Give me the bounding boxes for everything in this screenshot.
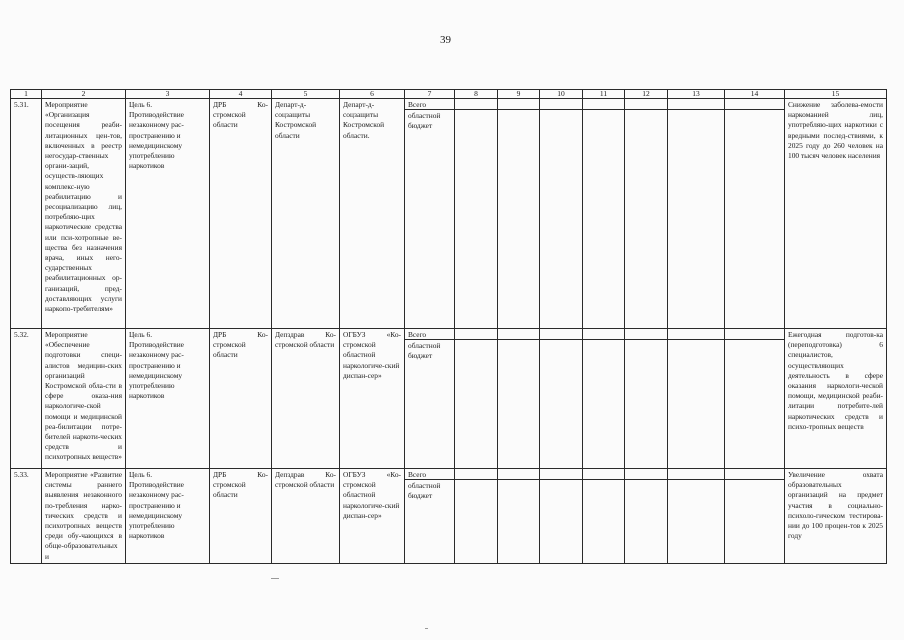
header-cell: 10 <box>540 90 583 99</box>
measure-executor: ДРБ Ко-стромской области <box>210 469 272 564</box>
measure-executor: ДРБ Ко-стромской области <box>210 329 272 469</box>
measure-responsible: Департ-д-соцзащиты Костромской области <box>272 99 340 329</box>
row-number: 5.31. <box>11 99 42 329</box>
header-cell: 12 <box>625 90 668 99</box>
table-row <box>11 329 887 469</box>
value-cell <box>498 469 540 564</box>
value-cell <box>455 469 498 564</box>
funding-source <box>405 99 455 329</box>
value-cell <box>725 329 785 469</box>
measures-table <box>10 89 887 564</box>
page-number: 39 <box>440 34 451 46</box>
funding-total: Всего <box>405 470 454 480</box>
value-cell <box>668 99 725 329</box>
measure-goal: Цель 6. Противодействие незаконному рас-пространению и немедицинскому употреблению наркотиков <box>126 99 210 329</box>
measure-coexecutor: ОГБУЗ «Ко-стромской областной наркологиче-ский диспан-сер» <box>340 329 405 469</box>
measure-result: Снижение заболева-емости наркоманией лиц, употребляю-щих наркотики с вредными послед-ствиями, к 2025 году до 260 человек на 100 тысяч человек населения <box>785 99 887 329</box>
value-cell <box>625 329 668 469</box>
header-cell: 3 <box>126 90 210 99</box>
scan-artifact <box>425 628 428 629</box>
funding-budget: областной бюджет <box>408 481 441 501</box>
funding-total: Всего <box>405 100 454 110</box>
value-cell <box>583 469 625 564</box>
value-cell <box>455 99 498 329</box>
header-row <box>11 90 887 99</box>
header-cell: 13 <box>668 90 725 99</box>
scan-artifact <box>271 578 279 579</box>
funding-budget: областной бюджет <box>408 341 441 361</box>
measure-coexecutor: Департ-д-соцзащиты Костромской области. <box>340 99 405 329</box>
header-cell: 8 <box>455 90 498 99</box>
row-number: 5.32. <box>11 329 42 469</box>
measure-responsible: Депздрав Ко-стромской области <box>272 329 340 469</box>
header-cell: 15 <box>785 90 887 99</box>
header-cell: 5 <box>272 90 340 99</box>
measure-name: Мероприятие «Обеспечение подготовки специ-алистов медицин-ских организаций Костромской обла-сти в сфере оказа-ния наркологиче-ской помощи и медицинской реа-билитации потре-бителей наркоти-ческих средств и психотропных веществ» <box>42 329 126 469</box>
header-cell: 11 <box>583 90 625 99</box>
value-cell <box>668 469 725 564</box>
value-cell <box>498 99 540 329</box>
measure-goal: Цель 6. Противодействие незаконному рас-пространению и немедицинскому употреблению наркотиков <box>126 329 210 469</box>
value-cell <box>540 329 583 469</box>
header-cell: 4 <box>210 90 272 99</box>
value-cell <box>455 329 498 469</box>
value-cell <box>625 469 668 564</box>
value-cell <box>498 329 540 469</box>
value-cell <box>583 329 625 469</box>
header-cell: 9 <box>498 90 540 99</box>
header-cell: 1 <box>11 90 42 99</box>
measure-executor: ДРБ Ко-стромской области <box>210 99 272 329</box>
funding-budget: областной бюджет <box>408 111 441 131</box>
measure-goal: Цель 6. Противодействие незаконному рас-пространению и немедицинскому употреблению наркотиков <box>126 469 210 564</box>
measure-name: Мероприятие «Организация посещения реаби-литационных цен-тов, включенных в реестр негосудар-ственных органи-заций, осуществ-ляющих комплекс-ную реабилитацию и ресоциализацию лиц, потребляю-щих наркотические средства или пси-хотропные ве-щества без назначения врача, иных него-сударственных реабилитационных ор-ганизаций, пред-доставляющих услуги наркопо-требителям» <box>42 99 126 329</box>
header-cell: 7 <box>405 90 455 99</box>
measure-coexecutor: ОГБУЗ «Ко-стромской областной наркологиче-ский диспан-сер» <box>340 469 405 564</box>
table-row <box>11 469 887 564</box>
value-cell <box>583 99 625 329</box>
value-cell <box>540 99 583 329</box>
funding-source <box>405 469 455 564</box>
row-number: 5.33. <box>11 469 42 564</box>
measure-result: Увеличение охвата образовательных организаций на предмет участия в социально-психоло-гическом тестирова-нии до 100 процен-тов к 2025 году <box>785 469 887 564</box>
header-cell: 6 <box>340 90 405 99</box>
measure-result: Ежегодная подготов-ка (переподготовка) 6 специалистов, осуществляющих деятельность в сфере оказания наркологи-ческой помощи, медицинской реаби-литации потребите-лей наркотических средств и психо-тропных веществ <box>785 329 887 469</box>
value-cell <box>540 469 583 564</box>
header-cell: 14 <box>725 90 785 99</box>
header-cell: 2 <box>42 90 126 99</box>
table-row <box>11 99 887 329</box>
value-cell <box>668 329 725 469</box>
measure-responsible: Депздрав Ко-стромской области <box>272 469 340 564</box>
value-cell <box>725 99 785 329</box>
measure-name: Мероприятие «Развитие системы раннего выявления незаконного по-требления нарко-тических средств и психотропных веществ среди обу-чающихся в обще-образовательных и <box>42 469 126 564</box>
value-cell <box>625 99 668 329</box>
funding-total: Всего <box>405 330 454 340</box>
value-cell <box>725 469 785 564</box>
funding-source <box>405 329 455 469</box>
